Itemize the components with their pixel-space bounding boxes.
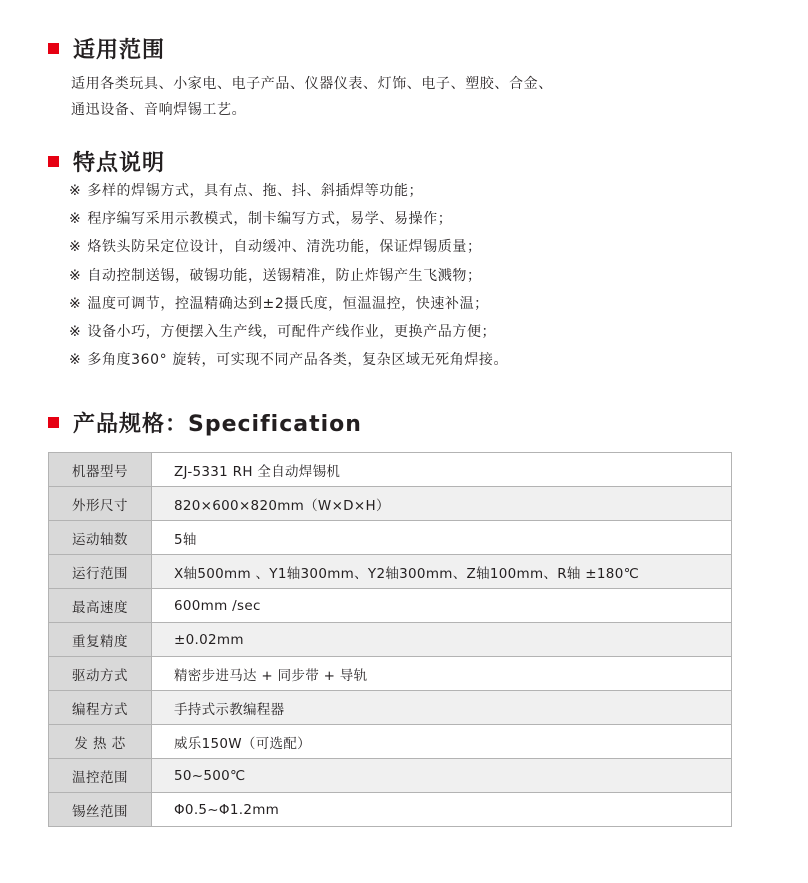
feature-text: 烙铁头防呆定位设计，自动缓冲、清洗功能，保证焊锡质量； [87,239,482,256]
spec-row [49,691,732,725]
scope-title: 适用范围 [73,38,166,63]
spec-label: 机器型号 [49,453,152,487]
spec-row [49,725,732,759]
reference-mark-icon: ※ [69,352,82,369]
spec-value: 精密步进马达 + 同步带 + 导轨 [152,657,732,691]
red-square-icon [48,156,59,167]
spec-row [49,657,732,691]
scope-paragraph [71,71,731,123]
spec-title: 产品规格：Specification [73,412,362,437]
reference-mark-icon: ※ [69,183,82,199]
feature-text: 自动控制送锡，破锡功能，送锡精准，防止炸锡产生飞溅物； [87,267,482,284]
feature-item [69,319,769,347]
spec-value: 50~500℃ [152,759,732,793]
reference-mark-icon: ※ [69,239,82,256]
scope-heading [48,33,165,64]
spec-row [49,793,732,827]
spec-value: 威乐150W（可选配） [152,725,732,759]
spec-label: 运行范围 [49,555,152,589]
features-heading [48,146,165,177]
spec-value: Φ0.5~Φ1.2mm [152,793,732,827]
feature-item [69,263,769,291]
feature-text: 设备小巧，方便摆入生产线，可配件产线作业，更换产品方便； [87,323,497,340]
features-title: 特点说明 [73,151,166,176]
spec-value: 5轴 [152,521,732,555]
spec-row [49,623,732,657]
spec-label: 温控范围 [49,759,152,793]
feature-item [69,234,769,262]
reference-mark-icon: ※ [69,267,82,284]
reference-mark-icon: ※ [69,295,82,312]
spec-label: 锡丝范围 [49,793,152,827]
spec-value: X轴500mm 、Y1轴300mm、Y2轴300mm、Z轴100mm、R轴 ±180℃ [152,555,732,589]
spec-value: ±0.02mm [152,623,732,657]
feature-text: 温度可调节，控温精确达到±2摄氏度，恒温温控，快速补温； [87,295,489,312]
reference-mark-icon: ※ [69,323,82,340]
features-list [69,178,769,375]
feature-item [69,347,769,375]
feature-text: 多样的焊锡方式，具有点、拖、抖、斜插焊等功能； [87,183,424,199]
spec-label: 外形尺寸 [49,487,152,521]
spec-row [49,759,732,793]
spec-label: 运动轴数 [49,521,152,555]
spec-row [49,589,732,623]
spec-label: 重复精度 [49,623,152,657]
spec-heading [48,407,362,438]
scope-line: 通迅设备、音响焊锡工艺。 [71,102,247,118]
feature-item [69,291,769,319]
spec-row [49,521,732,555]
spec-row [49,487,732,521]
spec-value: 600mm /sec [152,589,732,623]
red-square-icon [48,417,59,428]
feature-text: 程序编写采用示教模式，制卡编写方式，易学、易操作； [87,211,453,228]
spec-row [49,555,732,589]
spec-table [48,452,732,827]
reference-mark-icon: ※ [69,211,82,228]
feature-text: 多角度360° 旋转，可实现不同产品各类，复杂区域无死角焊接。 [87,352,509,369]
feature-item [69,206,769,234]
spec-row [49,453,732,487]
feature-item [69,178,769,206]
scope-line: 适用各类玩具、小家电、电子产品、仪器仪表、灯饰、电子、塑胶、合金、 [71,76,553,92]
spec-label: 最高速度 [49,589,152,623]
spec-value: 820×600×820mm（W×D×H） [152,487,732,521]
spec-label: 发 热 芯 [49,725,152,759]
spec-value: ZJ-5331 RH 全自动焊锡机 [152,453,732,487]
spec-label: 编程方式 [49,691,152,725]
spec-value: 手持式示教编程器 [152,691,732,725]
red-square-icon [48,43,59,54]
spec-label: 驱动方式 [49,657,152,691]
